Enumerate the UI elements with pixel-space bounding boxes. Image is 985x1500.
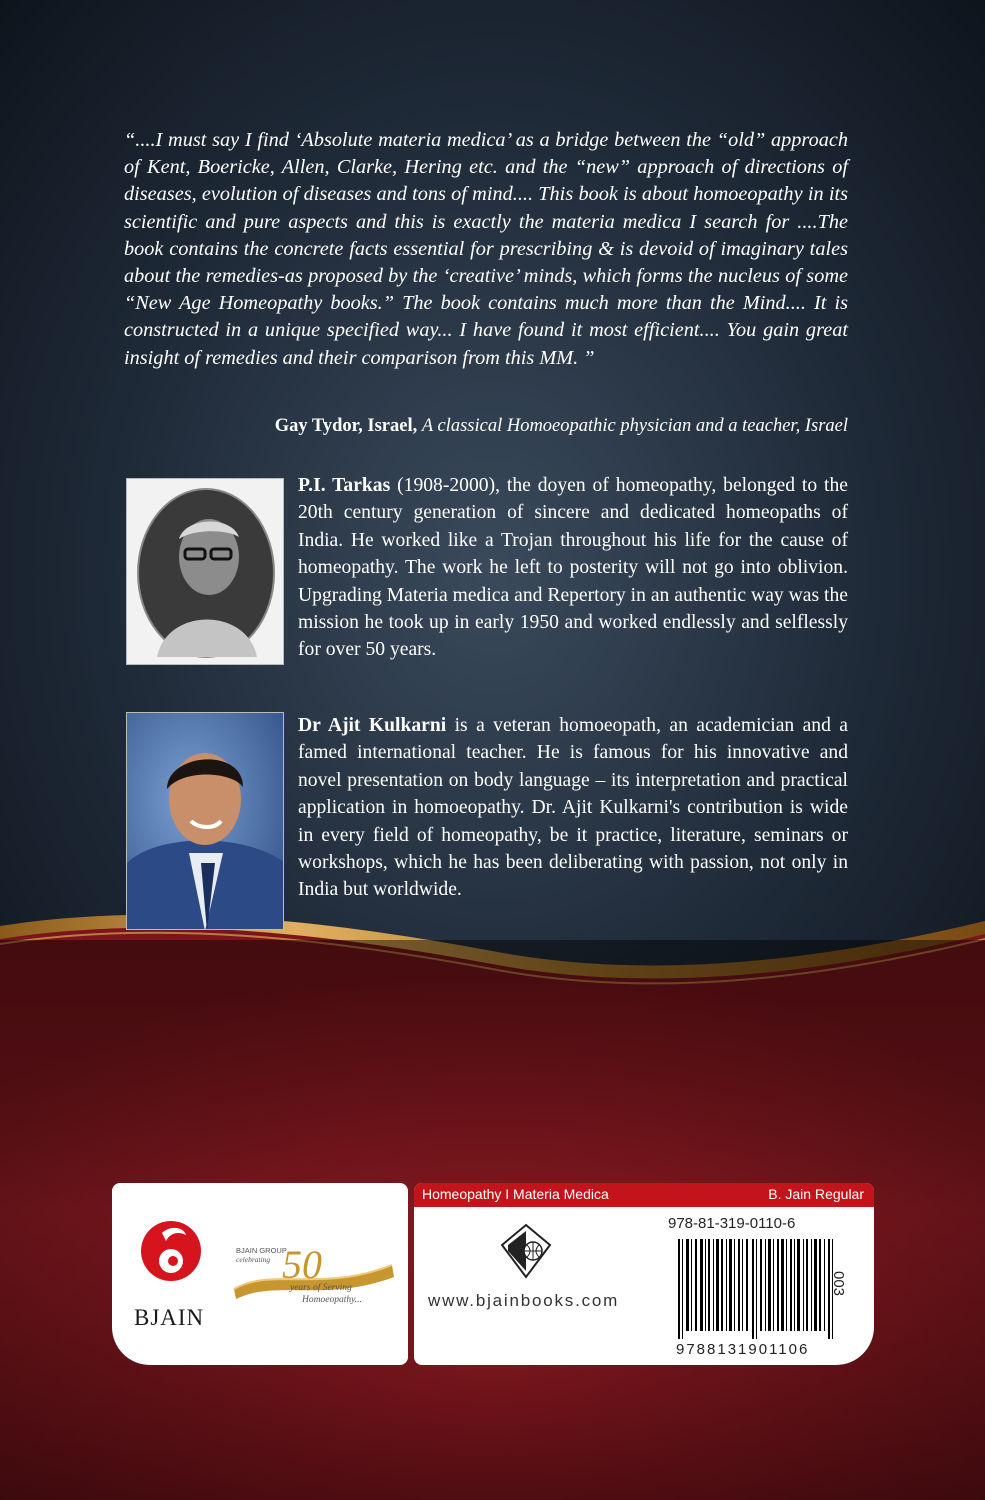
price-code: 003 [830,1271,847,1297]
isbn-number: 978-81-319-0110-6 [668,1215,796,1232]
barcode-icon [676,1239,836,1339]
anniversary-number: 50 [282,1242,322,1287]
publisher-name: BJAIN [134,1305,205,1330]
barcode-number: 9788131901106 [676,1341,810,1358]
author-photo-kulkarni [126,712,284,930]
publisher-website[interactable]: www.bjainbooks.com [428,1291,620,1310]
group-celebrating: celebrating [236,1255,271,1264]
book-category: Homeopathy I Materia Medica [422,1186,609,1202]
testimonial-attribution [275,416,848,437]
author-bio-tarkas [298,472,848,664]
category-bar [414,1183,874,1207]
serving-line-1: years of Serving [290,1283,352,1293]
publisher-logo-panel [112,1183,408,1365]
book-imprint: B. Jain Regular [768,1186,864,1202]
serving-line-2: Homoeopathy... [302,1295,362,1305]
author-bio-kulkarni [298,712,848,904]
author-name-tarkas: P.I. Tarkas [298,475,391,496]
author-bio-text-kulkarni: is a veteran homoeopath, an academician and a famed international teacher. He is famous for his innovative and novel presentation on body language – its interpretation and practical application in homoeopathy. Dr. Ajit Kulkarni's contribution is wide in every field of homeopathy, be it practice, literature, seminars or workshops, which he has been deliberating with passion, not only in India but worldwide. [298,715,848,901]
isbn-panel [414,1183,874,1365]
group-name: BJAIN GROUP [236,1246,287,1255]
testimonial-author: Gay Tydor, Israel, [274,416,418,436]
author-bio-text-tarkas: (1908-2000), the doyen of homeopathy, belonged to the 20th century generation of sincere and dedicated homeopaths of India. He worked like a Trojan throughout his life for the cause of homeopathy. The work he left to posterity will not go into oblivion. Upgrading Materia medica and Repertory in an authentic way was the mission he took up in early 1950 and worked endlessly and selflessly for over 50 years. [298,475,848,661]
testimonial-quote: “....I must say I find ‘Absolute materia medica’ as a bridge between the “old” approach of Kent, Boericke, Allen, Clarke, Hering etc. and the “new” approach of directions of diseases, evolution of diseases and tons of mind.... This book is about homoeopathy in its scientific and pure aspects and this is exactly the materia medica I search for ....The book contains the concrete facts essential for prescribing & is devoid of imaginary tales about the remedies-as proposed by the ‘creative’ minds, which forms the nucleus of some “New Age Homeopathy books.” The book contains much more than the Mind.... It is constructed in a unique specified way... I have found it most efficient.... You gain great insight of remedies and their comparison from this MM. ” [124,129,848,369]
book-globe-icon [500,1223,552,1279]
author-photo-tarkas [126,478,284,665]
author-name-kulkarni: Dr Ajit Kulkarni [298,715,447,736]
testimonial-author-description: A classical Homoeopathic physician and a teacher, Israel [421,416,848,436]
bjain-logo-icon [140,1217,202,1303]
